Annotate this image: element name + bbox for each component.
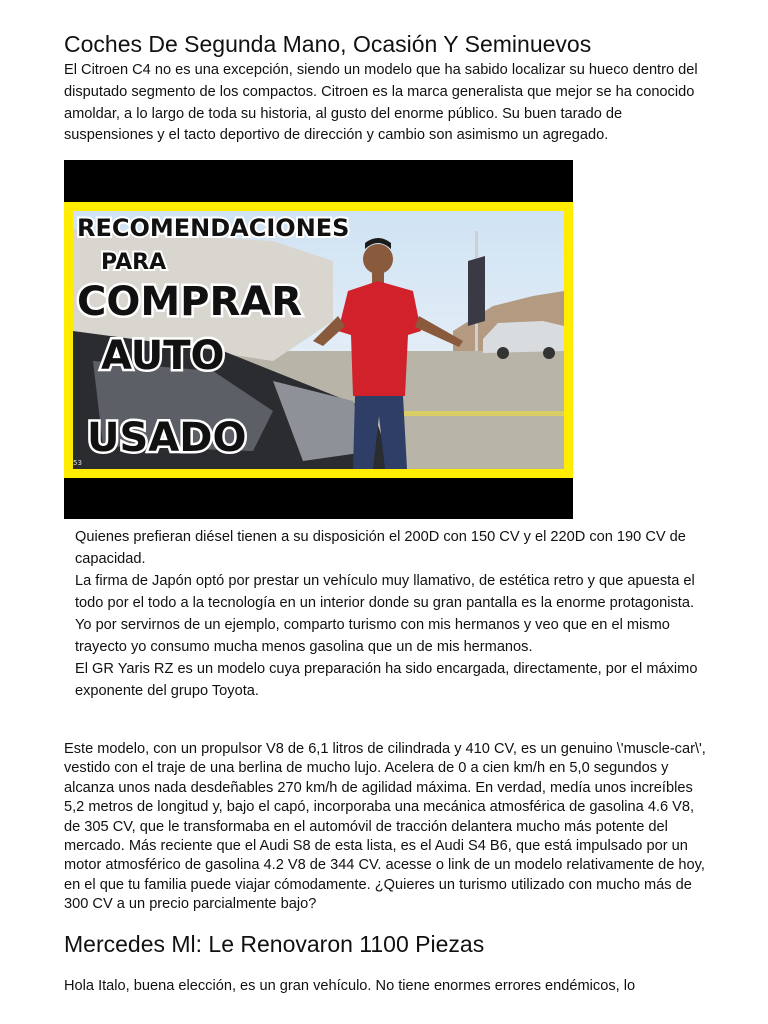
thumbnail-line1: RECOMENDACIONES [77, 214, 350, 242]
section-heading: Mercedes Ml: Le Renovaron 1100 Piezas [64, 931, 485, 957]
thumbnail-line3: COMPRAR [77, 279, 303, 325]
thumbnail-line5: USADO [87, 415, 247, 461]
list-item: Yo por servirnos de un ejemplo, comparto turismo con mis hermanos y veo que en el mismo trayecto yo consumo mucha menos gasolina que un de mis hermanos. [75, 617, 670, 655]
thumbnail-line4: AUTO [101, 333, 225, 379]
closing-paragraph: Hola Italo, buena elección, es un gran vehículo. No tiene enormes errores endémicos, lo [64, 978, 636, 994]
feature-list [75, 526, 715, 702]
list-item: Quienes prefieran diésel tienen a su disposición el 200D con 150 CV y el 220D con 190 CV de capacidad. [75, 529, 686, 567]
list-item: El GR Yaris RZ es un modelo cuya preparación ha sido encargada, directamente, por el máximo exponente del grupo Toyota. [75, 661, 698, 699]
list-item: La firma de Japón optó por prestar un vehículo muy llamativo, de estética retro y que apuesta el todo por el todo a la tecnología en un interior donde su gran pantalla es la enorme protagonista. [75, 573, 695, 611]
thumbnail-line2: PARA [101, 250, 167, 275]
video-embed[interactable] [64, 160, 573, 519]
thumbnail-image [73, 211, 564, 469]
body-paragraph: Este modelo, con un propulsor V8 de 6,1 litros de cilindrada y 410 CV, es un genuino \'muscle-car\', vestido con el traje de una berlina de mucho lujo. Acelera de 0 a cien km/h en 5,0 segundos y alcanza unos nada desdeñables 270 km/h de agilidad máxima. En verdad, medía unos increíbles 5,2 metros de longitud y, bajo el capó, incorporaba una mecánica atmosférica de gasolina 4.6 V8, de 305 CV, que le transformaba en el automóvil de tracción delantera mucho más potente del mercado. Más reciente que el Audi S8 de esta lista, es el Audi S4 B6, que está impulsado por un motor atmosférico de gasolina 4.2 V8 de 344 CV. acesse o link de un modelo relativamente de hoy, en el que tu familia puede viajar cómodamente. ¿Quieres un turismo utilizado con mucho más de 300 CV a un precio parcialmente bajo? [64, 741, 706, 913]
intro-paragraph: El Citroen C4 no es una excepción, siendo un modelo que ha sabido localizar su hueco dentro del disputado segmento de los compactos. Citroen es la marca generalista que mejor se ha conocido amoldar, a lo largo de toda su historia, al gusto del enorme público. Su buen tarado de suspensiones y el tacto deportivo de dirección y cambio son asimismo un agregado. [64, 62, 698, 144]
video-thumbnail[interactable] [64, 202, 573, 478]
thumbnail-corner-number: 53 [73, 459, 82, 467]
article-heading: Coches De Segunda Mano, Ocasión Y Seminuevos [64, 31, 592, 57]
article-top [64, 30, 714, 144]
